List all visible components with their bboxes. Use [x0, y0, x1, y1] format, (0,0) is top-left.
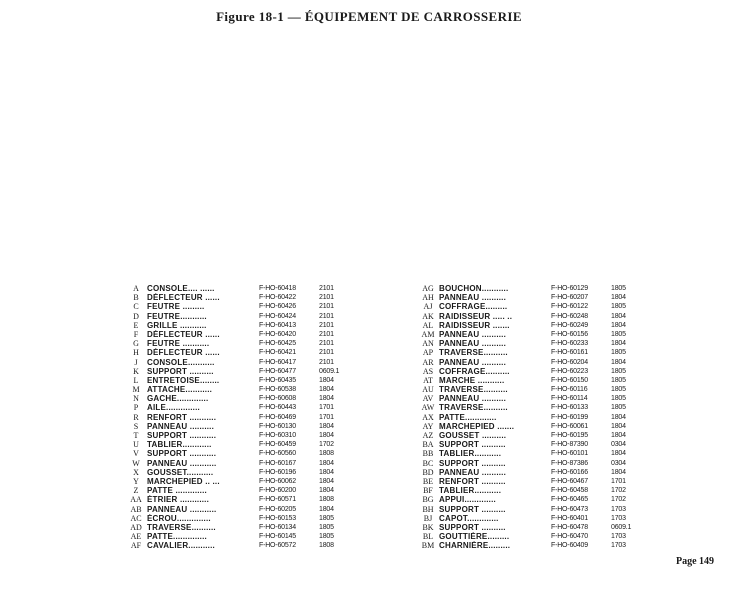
- group-code: 1804: [611, 321, 626, 329]
- parts-row: [125, 514, 445, 523]
- part-name: PANNEAU ..........: [439, 357, 507, 367]
- part-name: FEUTRE .........: [147, 302, 205, 312]
- group-code: 1804: [319, 376, 334, 384]
- parts-row: [417, 468, 737, 477]
- group-code: 1804: [611, 358, 626, 366]
- part-name: SUPPORT ..........: [439, 458, 506, 468]
- ref-letter: AC: [130, 513, 142, 523]
- group-code: 1703: [611, 533, 626, 541]
- group-code: 1808: [319, 542, 334, 550]
- parts-row: [417, 321, 737, 330]
- group-code: 1804: [611, 432, 626, 439]
- ref-letter: Y: [133, 476, 139, 486]
- parts-row: [125, 367, 445, 376]
- part-name: DÉFLECTEUR ......: [147, 348, 220, 358]
- group-code: 1804: [611, 450, 626, 458]
- parts-row: [417, 532, 737, 541]
- parts-row: [125, 413, 445, 422]
- ref-letter: BF: [423, 486, 433, 496]
- part-name: PANNEAU ..........: [439, 293, 507, 303]
- ref-letter: BK: [422, 522, 434, 532]
- ref-letter: BM: [421, 541, 435, 551]
- part-number: F-HO-60153: [259, 514, 296, 522]
- parts-row: [125, 468, 445, 477]
- part-number: F-HO-60134: [259, 523, 296, 531]
- ref-letter: BB: [422, 449, 434, 459]
- group-code: 2101: [319, 349, 334, 357]
- ref-letter: AM: [421, 329, 435, 339]
- part-number: F-HO-60195: [551, 432, 588, 439]
- parts-row: [417, 312, 737, 321]
- part-name: ÉCROU..............: [147, 513, 211, 523]
- part-number: F-HO-60122: [551, 303, 588, 311]
- part-name: MARCHEPIED .. ...: [147, 476, 220, 486]
- ref-letter: AV: [422, 394, 434, 404]
- part-name: RENFORT ..........: [439, 476, 506, 486]
- part-name: PANNEAU ...........: [147, 458, 217, 468]
- part-name: CAPOT.............: [439, 513, 499, 523]
- ref-letter: K: [133, 366, 139, 376]
- part-number: F-HO-60435: [259, 376, 296, 384]
- ref-letter: AS: [422, 366, 434, 376]
- parts-row: [125, 385, 445, 394]
- ref-letter: BC: [422, 458, 434, 468]
- part-number: F-HO-60130: [259, 422, 296, 430]
- part-number: F-HO-60223: [551, 367, 588, 375]
- parts-row: [125, 459, 445, 468]
- parts-row: [417, 367, 737, 376]
- part-number: F-HO-60133: [551, 404, 588, 412]
- ref-letter: BG: [422, 495, 434, 505]
- group-code: 1805: [611, 303, 626, 311]
- parts-row: [125, 505, 445, 514]
- parts-row: [125, 284, 445, 293]
- part-name: DÉFLECTEUR ......: [147, 329, 220, 339]
- part-number: F-HO-60571: [259, 496, 296, 504]
- parts-row: [125, 339, 445, 348]
- ref-letter: W: [132, 458, 140, 468]
- part-number: F-HO-60470: [551, 533, 588, 541]
- ref-letter: AE: [130, 532, 142, 542]
- group-code: 1804: [319, 468, 334, 476]
- group-code: 1804: [319, 422, 334, 430]
- ref-letter: P: [133, 403, 139, 413]
- parts-row: [125, 486, 445, 495]
- ref-letter: C: [133, 302, 139, 312]
- part-number: F-HO-60477: [259, 367, 296, 375]
- parts-row: [125, 376, 445, 385]
- parts-row: [125, 403, 445, 412]
- group-code: 2101: [319, 340, 334, 348]
- part-name: PATTE.............: [439, 412, 497, 422]
- part-number: F-HO-60207: [551, 294, 588, 302]
- parts-row: [417, 358, 737, 367]
- ref-letter: AH: [422, 293, 434, 303]
- part-name: BOUCHON...........: [439, 284, 509, 293]
- parts-row: [417, 440, 737, 449]
- part-number: F-HO-60150: [551, 376, 588, 384]
- group-code: 1702: [611, 496, 626, 504]
- group-code: 1703: [611, 514, 626, 522]
- part-number: F-HO-60473: [551, 505, 588, 513]
- part-number: F-HO-60145: [259, 533, 296, 541]
- parts-row: [417, 376, 737, 385]
- ref-letter: AG: [422, 284, 434, 293]
- ref-letter: X: [133, 467, 139, 477]
- page-number: Page 149: [676, 556, 715, 567]
- group-code: 1703: [611, 542, 626, 550]
- group-code: 1805: [319, 523, 334, 531]
- ref-letter: U: [133, 440, 139, 450]
- parts-row: [417, 459, 737, 468]
- ref-letter: AA: [130, 495, 142, 505]
- group-code: 1701: [319, 404, 334, 412]
- part-name: DÉFLECTEUR ......: [147, 293, 220, 303]
- part-number: F-HO-60101: [551, 450, 588, 458]
- part-name: GRILLE ...........: [147, 320, 207, 330]
- part-name: GOUSSET...........: [147, 467, 214, 477]
- part-number: F-HO-60425: [259, 340, 296, 348]
- group-code: 1804: [319, 459, 334, 467]
- part-number: F-HO-60421: [259, 349, 296, 357]
- ref-letter: B: [133, 293, 139, 303]
- group-code: 2101: [319, 358, 334, 366]
- group-code: 1805: [319, 533, 334, 541]
- part-name: GOUSSET ..........: [439, 431, 507, 440]
- part-name: SUPPORT ...........: [147, 449, 217, 459]
- part-name: SUPPORT ..........: [147, 366, 214, 376]
- part-name: ÉTRIER ............: [147, 495, 210, 505]
- part-number: F-HO-60608: [259, 395, 296, 403]
- ref-letter: AW: [421, 403, 435, 413]
- group-code: 1804: [319, 395, 334, 403]
- parts-row: [417, 431, 737, 440]
- part-number: F-HO-60458: [551, 487, 588, 495]
- part-name: SUPPORT ...........: [147, 431, 217, 440]
- parts-list-right: [417, 284, 737, 550]
- ref-letter: Z: [133, 486, 139, 496]
- part-number: F-HO-60129: [551, 285, 588, 292]
- part-number: F-HO-60248: [551, 312, 588, 320]
- ref-letter: AU: [422, 385, 434, 395]
- group-code: 1804: [611, 294, 626, 302]
- part-number: F-HO-60062: [259, 477, 296, 485]
- parts-row: [125, 541, 445, 550]
- part-name: CHARNIÈRE.........: [439, 541, 511, 551]
- part-number: F-HO-60443: [259, 404, 296, 412]
- part-name: RAIDISSEUR .......: [439, 320, 510, 330]
- part-name: CONSOLE...........: [147, 357, 215, 367]
- part-name: PATTE .............: [147, 486, 207, 496]
- ref-letter: AZ: [422, 431, 434, 440]
- group-code: 1805: [611, 395, 626, 403]
- part-number: F-HO-60409: [551, 542, 588, 550]
- parts-row: [125, 431, 445, 440]
- parts-row: [417, 523, 737, 532]
- group-code: 1805: [611, 367, 626, 375]
- ref-letter: R: [133, 412, 139, 422]
- part-name: TRAVERSE..........: [439, 403, 508, 413]
- group-code: 1805: [319, 514, 334, 522]
- group-code: 0609.1: [611, 523, 632, 531]
- ref-letter: AR: [422, 357, 434, 367]
- parts-row: [125, 293, 445, 302]
- ref-letter: BJ: [423, 513, 433, 523]
- part-number: F-HO-60538: [259, 386, 296, 394]
- ref-letter: G: [133, 339, 139, 349]
- ref-letter: BD: [422, 467, 434, 477]
- group-code: 1804: [611, 312, 626, 320]
- parts-row: [417, 541, 737, 550]
- parts-row: [125, 394, 445, 403]
- group-code: 1805: [611, 376, 626, 384]
- part-name: GOUTTIÈRE.........: [439, 532, 510, 542]
- ref-letter: AD: [130, 522, 142, 532]
- part-name: TABLIER............: [147, 440, 212, 450]
- part-number: F-HO-60166: [551, 468, 588, 476]
- parts-row: [125, 422, 445, 431]
- ref-letter: L: [133, 375, 139, 385]
- group-code: 1805: [611, 386, 626, 394]
- parts-row: [417, 293, 737, 302]
- group-code: 1808: [319, 450, 334, 458]
- part-name: AILE..............: [147, 403, 200, 413]
- parts-row: [125, 321, 445, 330]
- parts-row: [417, 348, 737, 357]
- parts-row: [417, 495, 737, 504]
- part-name: TRAVERSE..........: [147, 522, 216, 532]
- part-name: FEUTRE...........: [147, 311, 207, 321]
- part-name: CONSOLE.... ......: [147, 284, 215, 293]
- part-number: F-HO-60420: [259, 330, 296, 338]
- ref-letter: V: [133, 449, 139, 459]
- ref-letter: M: [132, 385, 140, 395]
- part-number: F-HO-60413: [259, 321, 296, 329]
- group-code: 0304: [611, 441, 626, 449]
- part-name: COFFRAGE..........: [439, 366, 510, 376]
- parts-row: [417, 284, 737, 293]
- ref-letter: BH: [422, 504, 434, 514]
- group-code: 1804: [611, 340, 626, 348]
- part-number: F-HO-60459: [259, 441, 296, 449]
- parts-row: [417, 385, 737, 394]
- ref-letter: H: [133, 348, 139, 358]
- part-number: F-HO-60204: [551, 358, 588, 366]
- group-code: 1804: [319, 386, 334, 394]
- part-name: TABLIER...........: [439, 449, 502, 459]
- part-number: F-HO-60156: [551, 330, 588, 338]
- part-number: F-HO-60478: [551, 523, 588, 531]
- group-code: 1805: [611, 349, 626, 357]
- part-name: PANNEAU ..........: [439, 329, 507, 339]
- ref-letter: AK: [422, 311, 434, 321]
- part-number: F-HO-60161: [551, 349, 588, 357]
- parts-row: [125, 532, 445, 541]
- group-code: 1703: [611, 505, 626, 513]
- ref-letter: AF: [130, 541, 142, 551]
- parts-row: [125, 330, 445, 339]
- ref-letter: T: [133, 431, 139, 440]
- part-name: SUPPORT ..........: [439, 440, 506, 450]
- part-number: F-HO-60417: [259, 358, 296, 366]
- ref-letter: S: [133, 421, 139, 431]
- group-code: 1804: [319, 477, 334, 485]
- group-code: 1805: [611, 285, 626, 292]
- ref-letter: A: [133, 284, 139, 293]
- parts-row: [417, 514, 737, 523]
- parts-row: [125, 477, 445, 486]
- part-number: F-HO-87390: [551, 441, 588, 449]
- part-name: RENFORT ...........: [147, 412, 217, 422]
- part-name: ATTACHE...........: [147, 385, 213, 395]
- ref-letter: AJ: [423, 302, 433, 312]
- part-number: F-HO-60205: [259, 505, 296, 513]
- part-number: F-HO-60426: [259, 303, 296, 311]
- part-name: TRAVERSE..........: [439, 385, 508, 395]
- group-code: 1804: [319, 432, 334, 439]
- part-number: F-HO-60116: [551, 386, 588, 394]
- group-code: 1808: [319, 496, 334, 504]
- parts-row: [125, 302, 445, 311]
- group-code: 2101: [319, 285, 334, 292]
- part-number: F-HO-60469: [259, 413, 296, 421]
- parts-row: [417, 486, 737, 495]
- part-number: F-HO-60249: [551, 321, 588, 329]
- parts-row: [417, 413, 737, 422]
- group-code: 1804: [611, 413, 626, 421]
- group-code: 1804: [611, 422, 626, 430]
- group-code: 2101: [319, 303, 334, 311]
- part-name: PANNEAU ..........: [439, 339, 507, 349]
- parts-row: [125, 495, 445, 504]
- ref-letter: AY: [422, 421, 434, 431]
- parts-row: [125, 348, 445, 357]
- group-code: 1805: [611, 404, 626, 412]
- part-name: CAVALIER...........: [147, 541, 215, 551]
- part-number: F-HO-60401: [551, 514, 588, 522]
- part-number: F-HO-60114: [551, 395, 588, 403]
- ref-letter: N: [133, 394, 139, 404]
- group-code: 2101: [319, 330, 334, 338]
- ref-letter: BA: [422, 440, 434, 450]
- part-name: SUPPORT ..........: [439, 504, 506, 514]
- group-code: 1805: [611, 330, 626, 338]
- part-name: MARCHEPIED .......: [439, 421, 515, 431]
- ref-letter: AN: [422, 339, 434, 349]
- parts-row: [417, 302, 737, 311]
- ref-letter: BE: [422, 476, 434, 486]
- parts-row: [125, 440, 445, 449]
- part-name: PATTE..............: [147, 532, 207, 542]
- part-number: F-HO-87386: [551, 459, 588, 467]
- ref-letter: AB: [130, 504, 142, 514]
- parts-row: [417, 505, 737, 514]
- parts-row: [417, 394, 737, 403]
- ref-letter: AX: [422, 412, 434, 422]
- part-number: F-HO-60310: [259, 432, 296, 439]
- part-number: F-HO-60572: [259, 542, 296, 550]
- parts-row: [417, 422, 737, 431]
- part-number: F-HO-60061: [551, 422, 588, 430]
- parts-row: [125, 358, 445, 367]
- part-name: PANNEAU ...........: [147, 504, 217, 514]
- group-code: 1804: [319, 487, 334, 495]
- part-name: PANNEAU ..........: [439, 394, 507, 404]
- group-code: 2101: [319, 294, 334, 302]
- group-code: 0304: [611, 459, 626, 467]
- part-name: SUPPORT ..........: [439, 522, 506, 532]
- part-name: PANNEAU ..........: [439, 467, 507, 477]
- part-name: COFFRAGE.........: [439, 302, 508, 312]
- ref-letter: F: [133, 329, 139, 339]
- parts-row: [125, 449, 445, 458]
- part-name: APPUI.............: [439, 495, 496, 505]
- part-number: F-HO-60422: [259, 294, 296, 302]
- ref-letter: E: [133, 320, 139, 330]
- group-code: 1701: [611, 477, 626, 485]
- part-name: GACHE.............: [147, 394, 209, 404]
- ref-letter: D: [133, 311, 139, 321]
- part-number: F-HO-60199: [551, 413, 588, 421]
- ref-letter: AT: [423, 375, 433, 385]
- parts-row: [417, 330, 737, 339]
- group-code: 1701: [319, 413, 334, 421]
- part-number: F-HO-60196: [259, 468, 296, 476]
- part-number: F-HO-60424: [259, 312, 296, 320]
- group-code: 1804: [319, 505, 334, 513]
- part-number: F-HO-60200: [259, 487, 296, 495]
- parts-row: [417, 403, 737, 412]
- ref-letter: AL: [422, 320, 434, 330]
- part-number: F-HO-60167: [259, 459, 296, 467]
- parts-row: [417, 449, 737, 458]
- group-code: 2101: [319, 312, 334, 320]
- part-name: ENTRETOISE........: [147, 375, 220, 385]
- part-number: F-HO-60418: [259, 285, 296, 292]
- group-code: 1702: [611, 487, 626, 495]
- ref-letter: BL: [422, 532, 434, 542]
- group-code: 1804: [611, 468, 626, 476]
- part-name: PANNEAU ..........: [147, 421, 215, 431]
- group-code: 0609.1: [319, 367, 340, 375]
- part-name: RAIDISSEUR ..... ..: [439, 311, 513, 321]
- group-code: 1702: [319, 441, 334, 449]
- parts-row: [417, 477, 737, 486]
- part-number: F-HO-60467: [551, 477, 588, 485]
- part-name: MARCHE ...........: [439, 375, 505, 385]
- parts-row: [417, 339, 737, 348]
- part-number: F-HO-60560: [259, 450, 296, 458]
- group-code: 2101: [319, 321, 334, 329]
- part-name: TABLIER...........: [439, 486, 502, 496]
- part-number: F-HO-60465: [551, 496, 588, 504]
- part-name: TRAVERSE..........: [439, 348, 508, 358]
- ref-letter: J: [134, 357, 138, 367]
- ref-letter: AP: [422, 348, 434, 358]
- parts-row: [125, 312, 445, 321]
- parts-row: [125, 523, 445, 532]
- part-name: FEUTRE ...........: [147, 339, 210, 349]
- part-number: F-HO-60233: [551, 340, 588, 348]
- figure-title: Figure 18-1 — ÉQUIPEMENT DE CARROSSERIE: [216, 9, 522, 24]
- parts-list-left: [125, 284, 445, 550]
